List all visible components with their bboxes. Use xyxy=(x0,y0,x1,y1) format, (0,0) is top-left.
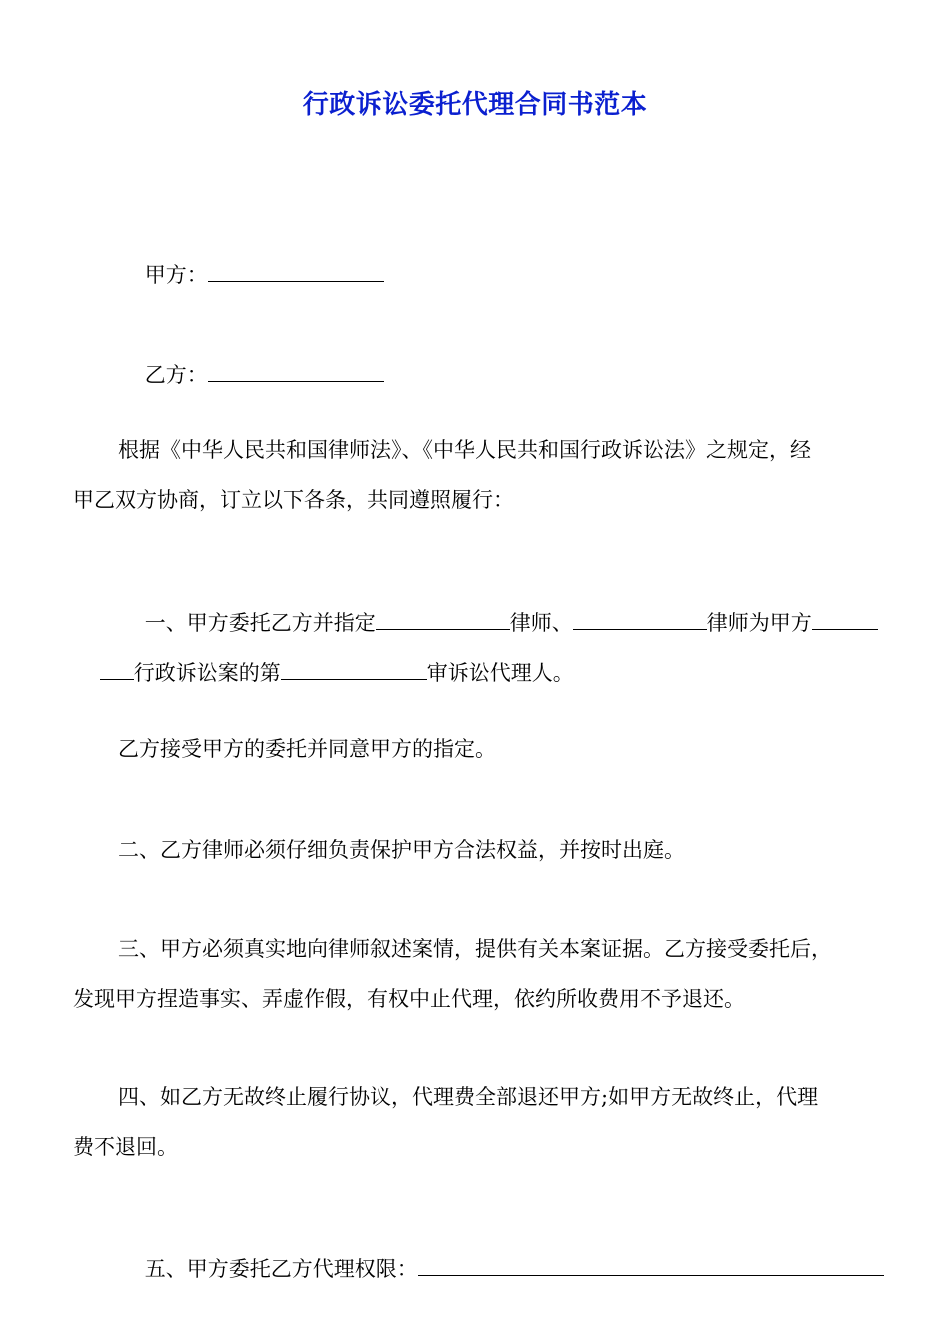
clause-1-text-b: 律师、 xyxy=(509,611,573,635)
lawyer-1-blank xyxy=(376,611,510,630)
clause-3-line-1: 三、甲方必须真实地向律师叙述案情，提供有关本案证据。乙方接受委托后， xyxy=(118,937,832,961)
clause-1-text-d: 行政诉讼案的第 xyxy=(133,661,281,685)
case-name-blank-a xyxy=(812,611,878,630)
clause-5-text: 五、甲方委托乙方代理权限： xyxy=(144,1257,418,1281)
preamble-line-2: 甲乙双方协商，订立以下各条，共同遵照履行： xyxy=(73,488,514,512)
clause-3-line-2: 发现甲方捏造事实、弄虚作假，有权中止代理，依约所收费用不予退还。 xyxy=(73,987,745,1011)
clause-5-line xyxy=(118,1236,884,1301)
clause-4-line-1: 四、如乙方无故终止履行协议，代理费全部退还甲方;如甲方无故终止，代理 xyxy=(118,1085,819,1109)
case-name-blank-b xyxy=(100,661,134,680)
party-b-label: 乙方： xyxy=(144,363,208,387)
party-a-blank xyxy=(208,263,384,282)
authority-blank xyxy=(418,1257,884,1276)
clause-4-line-2: 费不退回。 xyxy=(73,1135,178,1159)
clause-1-line-2 xyxy=(73,640,574,705)
clause-1-text-a: 一、甲方委托乙方并指定 xyxy=(144,611,376,635)
clause-1-text-e: 审诉讼代理人。 xyxy=(426,661,574,685)
clause-1-text-c: 律师为甲方 xyxy=(706,611,812,635)
party-a-line xyxy=(118,242,384,307)
lawyer-2-blank xyxy=(573,611,707,630)
party-a-label: 甲方： xyxy=(144,263,208,287)
preamble-line-1: 根据《中华人民共和国律师法》、《中华人民共和国行政诉讼法》之规定，经 xyxy=(118,438,811,462)
instance-blank xyxy=(281,661,427,680)
document-title: 行政诉讼委托代理合同书范本 xyxy=(302,90,648,120)
clause-1-acceptance: 乙方接受甲方的委托并同意甲方的指定。 xyxy=(118,737,496,761)
party-b-blank xyxy=(208,363,384,382)
clause-2: 二、乙方律师必须仔细负责保护甲方合法权益，并按时出庭。 xyxy=(118,838,685,862)
party-b-line xyxy=(118,342,384,407)
